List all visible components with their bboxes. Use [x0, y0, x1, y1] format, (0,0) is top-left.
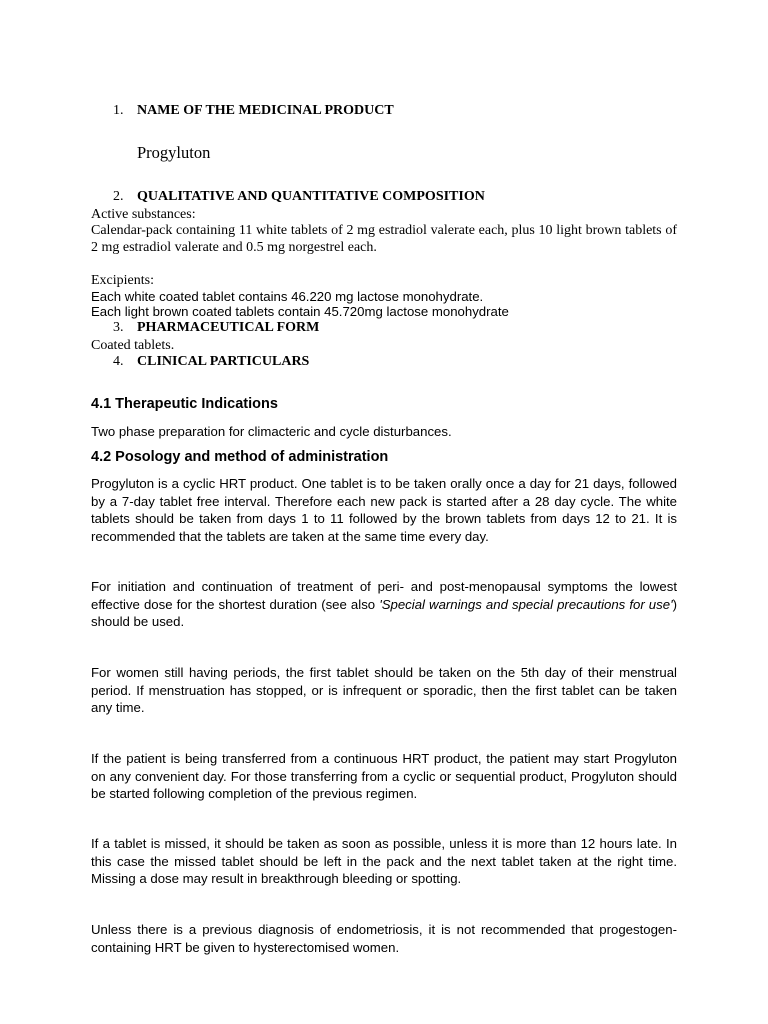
posology-paragraph-5: If a tablet is missed, it should be taken as soon as possible, unless it is more than 12 hours late. In this case the missed tablet should be left in the pack and the next tablet taken at the right time. Missing a dose may result in breakthrough bleeding or spotting.: [91, 836, 677, 886]
subsection-4-1-text: Two phase preparation for climacteric and cycle disturbances.: [91, 424, 452, 439]
excipients-label: Excipients:: [91, 273, 154, 288]
section-4-title: CLINICAL PARTICULARS: [137, 354, 310, 369]
section-3-title: PHARMACEUTICAL FORM: [137, 320, 320, 335]
section-1-number: 1.: [113, 103, 124, 118]
section-1-title: NAME OF THE MEDICINAL PRODUCT: [137, 103, 394, 118]
active-substances-text: Calendar-pack containing 11 white tablets of 2 mg estradiol valerate each, plus 10 light brown tablets of 2 mg estradiol valerate and 0.5 mg norgestrel each.: [91, 223, 677, 255]
paragraph-2-text-start: For initiation and continuation of treatment of peri- and post-menopausal symptoms the lowest effective dose for the shortest duration (see also: [91, 579, 677, 612]
active-substances-label: Active substances:: [91, 207, 196, 222]
section-2-title: QUALITATIVE AND QUANTITATIVE COMPOSITION: [137, 189, 485, 204]
posology-paragraph-3: For women still having periods, the first tablet should be taken on the 5th day of their menstrual period. If menstruation has stopped, or is infrequent or sporadic, then the first tablet can be taken any time.: [91, 665, 677, 715]
pharmaceutical-form-text: Coated tablets.: [91, 338, 175, 353]
posology-paragraph-1: Progyluton is a cyclic HRT product. One tablet is to be taken orally once a day for 21 days, followed by a 7-day tablet free interval. Therefore each new pack is started after a 28 day cycle. The white tablets should be taken from days 1 to 11 followed by the brown tablets from days 12 to 21. It is recommended that the tablets are taken at the same time every day.: [91, 476, 677, 544]
subsection-4-2-title: 4.2 Posology and method of administration: [91, 449, 389, 465]
posology-paragraph-4: If the patient is being transferred from a continuous HRT product, the patient may start Progyluton on any convenient day. For those transferring from a cyclic or sequential product, Progyluton should be started following completion of the previous regimen.: [91, 751, 677, 801]
paragraph-2-text-end: ) should be used.: [91, 596, 677, 629]
product-name: Progyluton: [137, 143, 211, 162]
section-3-number: 3.: [113, 320, 124, 335]
section-4-number: 4.: [113, 354, 124, 369]
subsection-4-1-title: 4.1 Therapeutic Indications: [91, 396, 278, 412]
posology-paragraph-2: [91, 578, 677, 631]
excipient-brown-tablet: Each light brown coated tablets contain 45.720mg lactose monohydrate: [91, 304, 509, 319]
section-2-number: 2.: [113, 189, 124, 204]
posology-paragraph-6: Unless there is a previous diagnosis of endometriosis, it is not recommended that progestogen-containing HRT be given to hysterectomised women.: [91, 922, 677, 955]
paragraph-2-italic-reference: 'Special warnings and special precautions for use': [379, 596, 673, 612]
excipient-white-tablet: Each white coated tablet contains 46.220 mg lactose monohydrate.: [91, 289, 484, 304]
